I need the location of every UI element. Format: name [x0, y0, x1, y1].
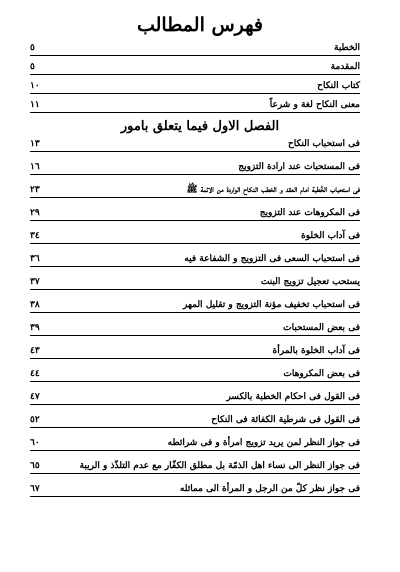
toc-entry	[30, 59, 360, 75]
toc-entry-label: فى استحباب النكاح	[287, 139, 360, 149]
toc-entry-page: ١٣	[30, 139, 40, 149]
toc-entry	[30, 320, 360, 336]
toc-entry	[30, 481, 360, 497]
toc-entry	[30, 251, 360, 267]
toc-entry	[30, 182, 360, 198]
toc-entry-page: ٥	[30, 43, 35, 53]
toc-entry	[30, 343, 360, 359]
toc-entry-label: فى جواز النظر لمن يريد تزويج امرأة و فى شرائطه	[167, 438, 360, 448]
toc-entry	[30, 97, 360, 113]
toc-entry-page: ١١	[30, 100, 40, 110]
toc-entry-label: فى جواز نظر كلّ من الرجل و المرأة الى مماثله	[179, 484, 360, 494]
toc-entry-page: ٢٩	[30, 208, 40, 218]
toc-entry-label: فى المستحبات عند ارادة التزويج	[238, 162, 360, 172]
toc-entry	[30, 205, 360, 221]
toc-entry	[30, 435, 360, 451]
toc-entry-label: فى بعض المستحبات	[283, 323, 360, 333]
toc-entry-label: كتاب النكاح	[317, 81, 360, 91]
toc-entry-page: ٤٣	[30, 346, 40, 356]
toc-entry	[30, 159, 360, 175]
toc-entry-label: الخطبة	[334, 43, 360, 53]
toc-entry-label: فى آداب الخلوة بالمرأة	[272, 346, 360, 356]
toc-entry-label: معنى النكاح لغة و شرعاً	[269, 100, 360, 110]
toc-entry-label: فى القول فى شرطية الكفائة فى النكاح	[211, 415, 360, 425]
toc-entry-page: ٣٨	[30, 300, 40, 310]
toc-entry	[30, 389, 360, 405]
toc-entry-label: فى جواز النظر الى نساء اهل الذمّة بل مطلق الكفّار مع عدم التلذّذ و الريبة	[79, 461, 360, 471]
toc-entry-page: ٣٩	[30, 323, 40, 333]
toc-entry-page: ٤٧	[30, 392, 40, 402]
toc-entry	[30, 78, 360, 94]
toc-entry-label: فى استحباب تخفيف مؤنة التزويج و تقليل المهر	[183, 300, 360, 310]
toc-entry-label: فى المكروهات عند التزويج	[259, 208, 360, 218]
toc-entry-label: فى بعض المكروهات	[283, 369, 360, 379]
toc-entry-label: فى آداب الخلوة	[301, 231, 360, 241]
page-title: فهرس المطالب	[136, 14, 263, 36]
toc-entry-page: ٤٤	[30, 369, 40, 379]
toc-entry-page: ١٠	[30, 81, 40, 91]
toc-entry	[30, 228, 360, 244]
toc-entry-page: ٣٤	[30, 231, 40, 241]
toc-entry-label: فى القول فى احكام الخطبة بالكسر	[226, 392, 360, 402]
toc-entry	[30, 274, 360, 290]
toc-entry	[30, 40, 360, 56]
toc-entry-page: ١٦	[30, 162, 40, 172]
toc-entry	[30, 366, 360, 382]
toc-entry	[30, 297, 360, 313]
section-title: الفصل الاول فيما يتعلق بامور	[120, 119, 280, 134]
toc-entry-label: المقدمة	[330, 62, 360, 72]
toc-entry-page: ٥	[30, 62, 35, 72]
toc-entry	[30, 136, 360, 152]
toc-entry-label: فى استحباب الخُطبة امام العقد و الخطب النكاح الواردة من الائمة ﷺ	[186, 185, 360, 195]
toc-entry-label: فى استحباب السعى فى التزويج و الشفاعة فيه	[184, 254, 360, 264]
toc-entry-page: ٦٥	[30, 461, 40, 471]
toc-entry	[30, 458, 360, 474]
toc-entry-page: ٥٢	[30, 415, 40, 425]
toc-entry-page: ٢٣	[30, 185, 40, 195]
toc-entry-page: ٣٧	[30, 277, 40, 287]
toc-entry-page: ٣٦	[30, 254, 40, 264]
toc-entry-page: ٦٧	[30, 484, 40, 494]
toc-entry-page: ٦٠	[30, 438, 40, 448]
toc-entry	[30, 412, 360, 428]
toc-entry-label: يستحب تعجيل تزويج البنت	[260, 277, 360, 287]
